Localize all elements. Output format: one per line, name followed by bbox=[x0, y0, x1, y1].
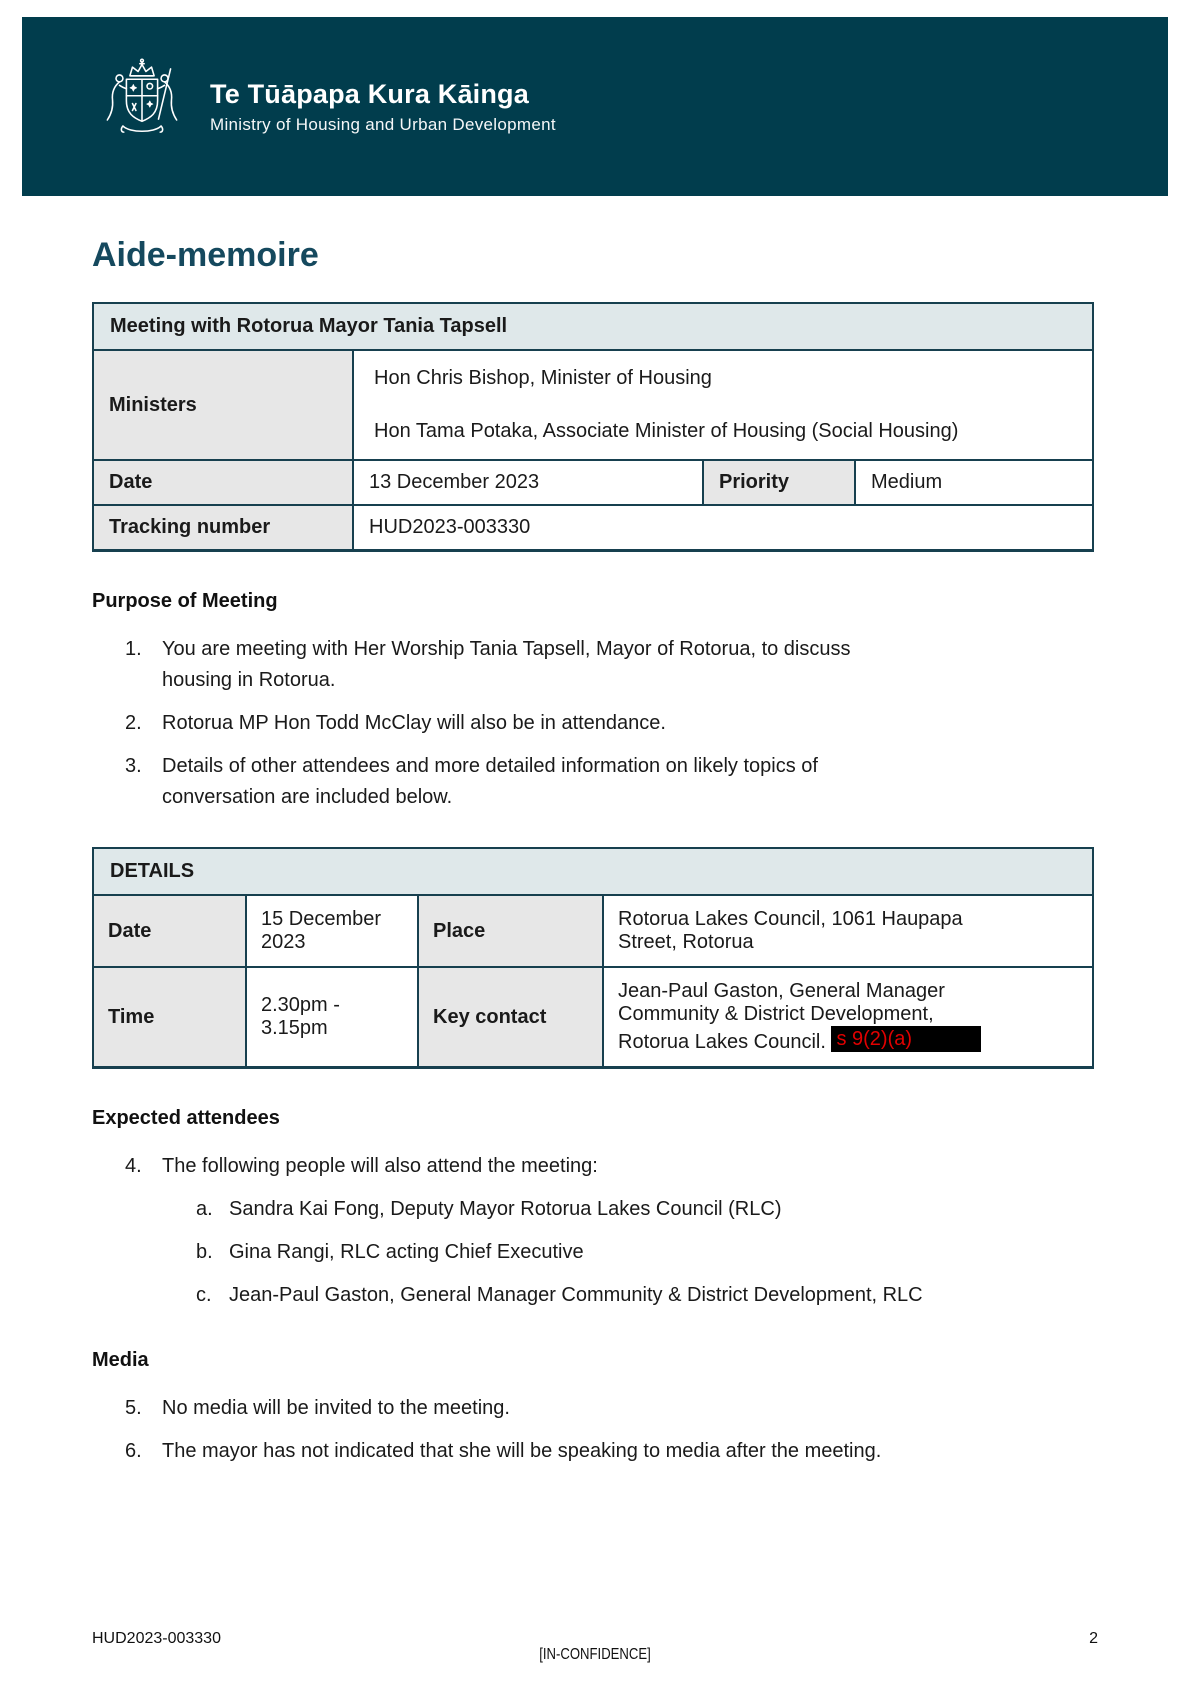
list-number: 2. bbox=[125, 712, 142, 734]
list-item bbox=[125, 751, 907, 813]
list-number: 5. bbox=[125, 1397, 142, 1419]
list-text: Rotorua MP Hon Todd McClay will also be in attendance. bbox=[162, 712, 666, 734]
tracking-number-label: Tracking number bbox=[93, 505, 353, 551]
list-item bbox=[196, 1194, 1016, 1225]
purpose-list bbox=[125, 634, 1100, 813]
list-text: You are meeting with Her Worship Tania Tapsell, Mayor of Rotorua, to discuss housing in Rotorua. bbox=[162, 638, 851, 691]
key-contact-name: Jean-Paul Gaston, General Manager Community & District Development, Rotorua Lakes Council. bbox=[618, 980, 945, 1053]
list-text: The mayor has not indicated that she will be speaking to media after the meeting. bbox=[162, 1440, 882, 1462]
time-value bbox=[246, 967, 418, 1068]
ministry-brand bbox=[210, 79, 556, 135]
meeting-table bbox=[92, 302, 1094, 552]
list-text: Gina Rangi, RLC acting Chief Executive bbox=[229, 1241, 584, 1263]
table-row bbox=[93, 848, 1093, 895]
key-contact-label: Key contact bbox=[418, 967, 603, 1068]
list-item bbox=[125, 1151, 907, 1182]
list-number: 4. bbox=[125, 1155, 142, 1177]
media-list bbox=[125, 1393, 1100, 1467]
footer-tracking-number: HUD2023-003330 bbox=[92, 1630, 221, 1647]
key-contact-value bbox=[603, 967, 1093, 1068]
priority-label: Priority bbox=[703, 460, 855, 505]
ministry-name-english: Ministry of Housing and Urban Development bbox=[210, 114, 556, 134]
list-item bbox=[125, 634, 907, 696]
time-text: 2.30pm - 3.15pm bbox=[261, 994, 340, 1039]
list-text: Details of other attendees and more detailed information on likely topics of conversation are included below. bbox=[162, 755, 818, 808]
document-title: Aide-memoire bbox=[92, 236, 319, 274]
tracking-number-value: HUD2023-003330 bbox=[353, 505, 1093, 551]
list-text: Jean-Paul Gaston, General Manager Community & District Development, RLC bbox=[229, 1284, 923, 1306]
ministry-name-maori: Te Tūāpapa Kura Kāinga bbox=[210, 78, 529, 109]
list-letter: c. bbox=[196, 1284, 212, 1306]
table-row bbox=[93, 350, 1093, 460]
list-number: 1. bbox=[125, 638, 142, 660]
list-item bbox=[125, 1436, 907, 1467]
table-row bbox=[93, 967, 1093, 1068]
minister-2: Hon Tama Potaka, Associate Minister of Housing (Social Housing) bbox=[374, 420, 959, 442]
redaction-box bbox=[831, 1026, 981, 1052]
list-item bbox=[125, 1393, 907, 1424]
table-row bbox=[93, 505, 1093, 551]
ministers-label: Ministers bbox=[93, 350, 353, 460]
meeting-table-title: Meeting with Rotorua Mayor Tania Tapsell bbox=[93, 303, 1093, 350]
list-item bbox=[196, 1237, 1016, 1268]
list-number: 3. bbox=[125, 755, 142, 777]
details-table-title: DETAILS bbox=[93, 848, 1093, 895]
time-label: Time bbox=[93, 967, 246, 1068]
attendees-heading: Expected attendees bbox=[92, 1107, 280, 1129]
list-number: 6. bbox=[125, 1440, 142, 1462]
table-row bbox=[93, 460, 1093, 505]
details-date-text: 15 December 2023 bbox=[261, 908, 382, 953]
table-row bbox=[93, 303, 1093, 350]
media-heading: Media bbox=[92, 1349, 149, 1371]
key-contact-text bbox=[618, 980, 996, 1054]
list-text: No media will be invited to the meeting. bbox=[162, 1397, 510, 1419]
ministers-value bbox=[353, 350, 1093, 460]
minister-1: Hon Chris Bishop, Minister of Housing bbox=[374, 367, 712, 389]
details-date-label: Date bbox=[93, 895, 246, 967]
nz-coat-of-arms-icon bbox=[94, 55, 190, 159]
page-number: 2 bbox=[1089, 1630, 1098, 1647]
classification-marking: [IN-CONFIDENCE] bbox=[539, 1646, 651, 1663]
purpose-heading: Purpose of Meeting bbox=[92, 590, 278, 612]
attendees-list bbox=[125, 1151, 1100, 1182]
list-letter: a. bbox=[196, 1198, 213, 1220]
list-text: Sandra Kai Fong, Deputy Mayor Rotorua Lakes Council (RLC) bbox=[229, 1198, 782, 1220]
place-text: Rotorua Lakes Council, 1061 Haupapa Street, Rotorua bbox=[618, 908, 963, 953]
list-item bbox=[125, 708, 907, 739]
date-value: 13 December 2023 bbox=[353, 460, 703, 505]
list-letter: b. bbox=[196, 1241, 213, 1263]
page-footer bbox=[0, 1630, 1190, 1684]
ministry-banner bbox=[22, 17, 1168, 196]
table-row bbox=[93, 895, 1093, 967]
list-text: The following people will also attend the meeting: bbox=[162, 1155, 598, 1177]
redaction-label: s 9(2)(a) bbox=[836, 1028, 913, 1050]
list-item bbox=[196, 1280, 1016, 1311]
place-label: Place bbox=[418, 895, 603, 967]
details-date-value bbox=[246, 895, 418, 967]
date-label: Date bbox=[93, 460, 353, 505]
details-table bbox=[92, 847, 1094, 1069]
priority-value: Medium bbox=[855, 460, 1093, 505]
document-body bbox=[0, 196, 1190, 1479]
place-value bbox=[603, 895, 1093, 967]
attendees-sublist bbox=[196, 1194, 1100, 1311]
